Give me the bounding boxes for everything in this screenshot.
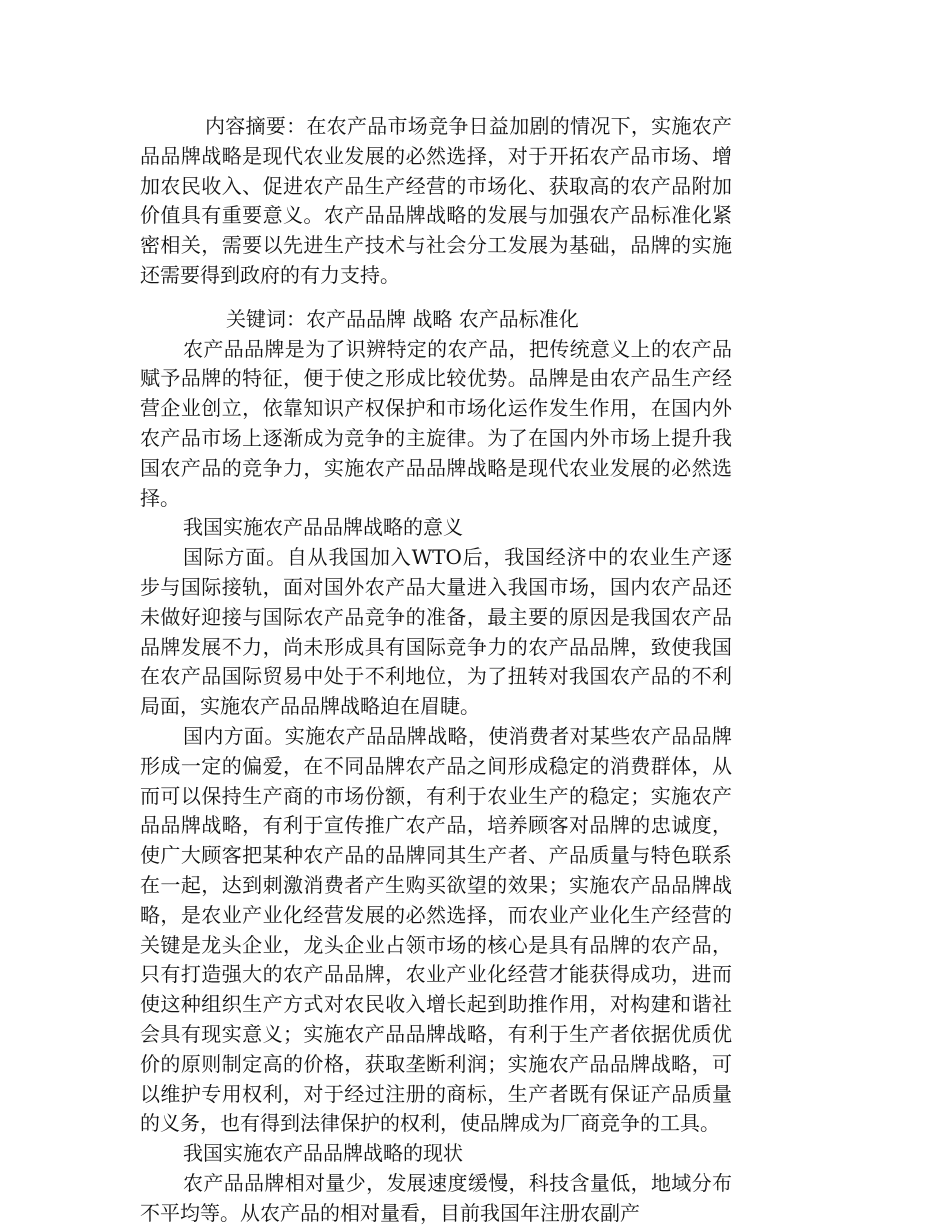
- international-paragraph: 国际方面。自从我国加入WTO后，我国经济中的农业生产逐步与国际接轨，面对国外农产品大量进入我国市场，国内农产品还未做好迎接与国际农产品竞争的准备，最主要的原因是我国农产品品牌发展不力，尚未形成具有国际竞争力的农产品品牌，致使我国在农产品国际贸易中处于不利地位，为了扭转对我国农产品的不利局面，实施农产品品牌战略迫在眉睫。: [140, 545, 732, 719]
- status-paragraph: 农产品品牌相对量少，发展速度缓慢，科技含量低，地域分布不平均等。从农产品的相对量看，目前我国年注册农副产: [140, 1170, 732, 1225]
- section-heading-status: 我国实施农产品品牌战略的现状: [183, 1141, 463, 1166]
- keywords-line: 关键词：农产品品牌 战略 农产品标准化: [226, 306, 579, 331]
- intro-paragraph: 农产品品牌是为了识辨特定的农产品，把传统意义上的农产品赋予品牌的特征，便于使之形成比较优势。品牌是由农产品生产经营企业创立，依靠知识产权保护和市场化运作发生作用，在国内外农产品市场上逐渐成为竞争的主旋律。为了在国内外市场上提升我国农产品的竞争力，实施农产品品牌战略是现代农业发展的必然选择。: [140, 336, 732, 510]
- document-body: [140, 112, 732, 1228]
- section-heading-significance: 我国实施农产品品牌战略的意义: [183, 515, 463, 540]
- domestic-paragraph: 国内方面。实施农产品品牌战略，使消费者对某些农产品品牌形成一定的偏爱，在不同品牌农产品之间形成稳定的消费群体，从而可以保持生产商的市场份额，有利于农业生产的稳定；实施农产品品牌战略，有利于宣传推广农产品，培养顾客对品牌的忠诚度，使广大顾客把某种农产品的品牌同其生产者、产品质量与特色联系在一起，达到刺激消费者产生购买欲望的效果；实施农产品品牌战略，是农业产业化经营发展的必然选择，而农业产业化生产经营的关键是龙头企业，龙头企业占领市场的核心是具有品牌的农产品，只有打造强大的农产品品牌，农业产业化经营才能获得成功，进而使这种组织生产方式对农民收入增长起到助推作用，对构建和谐社会具有现实意义；实施农产品品牌战略，有利于生产者依据优质优价的原则制定高的价格，获取垄断利润；实施农产品品牌战略，可以维护专用权利，对于经过注册的商标，生产者既有保证产品质量的义务，也有得到法律保护的权利，使品牌成为厂商竞争的工具。: [140, 723, 732, 1136]
- abstract-paragraph: 内容摘要：在农产品市场竞争日益加剧的情况下，实施农产品品牌战略是现代农业发展的必然选择，对于开拓农产品市场、增加农民收入、促进农产品生产经营的市场化、获取高的农产品附加价值具有重要意义。农产品品牌战略的发展与加强农产品标准化紧密相关，需要以先进生产技术与社会分工发展为基础，品牌的实施还需要得到政府的有力支持。: [140, 114, 732, 287]
